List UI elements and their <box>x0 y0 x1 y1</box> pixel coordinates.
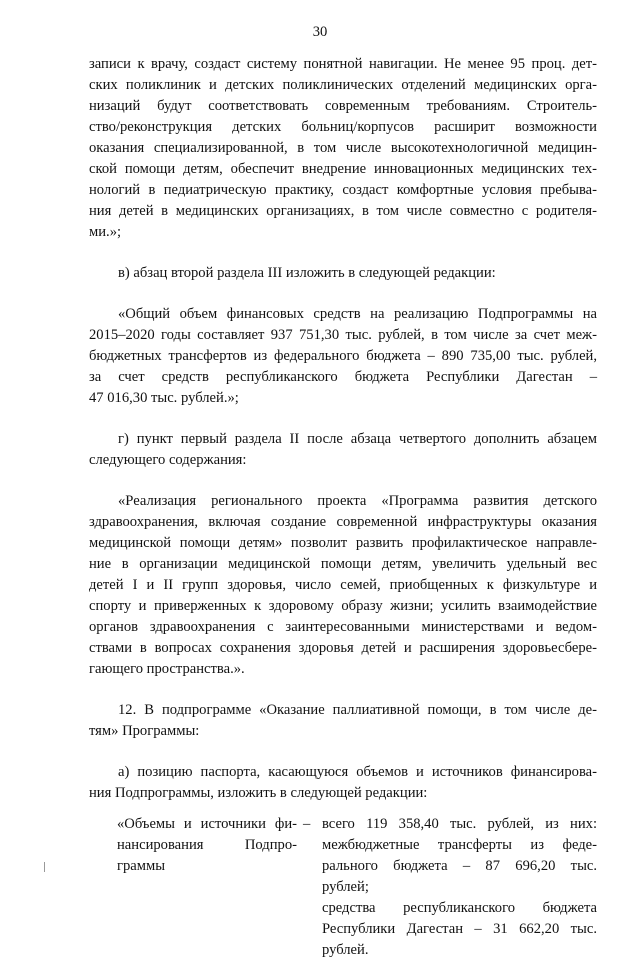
passport-table <box>89 814 597 958</box>
paragraph-7: а) позицию паспорта, касающуюся объемов и источников финансирова- ния Подпрограммы, изложить в следующей редакции: <box>89 764 597 801</box>
passport-row-value: всего 119 358,40 тыс. рублей, из них: межбюджетные трансферты из феде- рального бюджета – 87 696,20 тыс. рублей; средства республиканского бюджета Республики Дагестан – 31 662,20 тыс. рублей. <box>322 816 597 958</box>
scan-mark <box>44 862 45 872</box>
passport-row-label: «Объемы и источники фи- нансирования Подпро- граммы <box>117 816 297 874</box>
paragraph-4: г) пункт первый раздела II после абзаца четвертого дополнить абзацем следующего содержания: <box>89 431 597 468</box>
page-number: 30 <box>312 24 328 40</box>
paragraph-2: в) абзац второй раздела III изложить в следующей редакции: <box>118 265 496 281</box>
document-body <box>89 54 597 958</box>
paragraph-3: «Общий объем финансовых средств на реализацию Подпрограммы на 2015–2020 годы составляет 937 751,30 тыс. рублей, в том числе за счет меж- бюджетных трансфертов из федерального бюджета – 890 735,00 тыс. рублей, за счет средств республиканского бюджета Республики Дагестан – 47 016,30 тыс. рублей.»; <box>89 306 597 406</box>
paragraph-1: записи к врачу, создаст систему понятной навигации. Не менее 95 проц. дет- ских поликлиник и детских поликлинических отделений медицинских орга- низаций будут соответствовать современным требованиям. Строитель- ство/реконструкция детских больниц/корпусов расширит возможности оказания специализированной, в том числе высокотехнологичной медицин- ской помощи детям, обеспечит внедрение инновационных медицинских тех- нологий в педиатрическую практику, создаст комфортные условия пребыва- ния детей в медицинских организациях, в том числе совместно с родителя- ми.»; <box>89 56 597 240</box>
paragraph-5: «Реализация регионального проекта «Программа развития детского здравоохранения, включая создание современной инфраструктуры оказания медицинской помощи детям» позволит развить профилактическое направле- ние в организации медицинской помощи детям, увеличить удельный вес детей I и II групп здоровья, число семей, приобщенных к физкультуре и спорту и приверженных к здоровому образу жизни; усилить взаимодействие органов здравоохранения с заинтересованными министерствами и ведом- ствами в вопросах сохранения здоровья детей и расширения здоровьесбере- гающего пространства.». <box>89 493 597 677</box>
paragraph-6: 12. В подпрограмме «Оказание паллиативной помощи, в том числе де- тям» Программы: <box>89 702 597 739</box>
passport-row-dash: – <box>303 816 311 832</box>
